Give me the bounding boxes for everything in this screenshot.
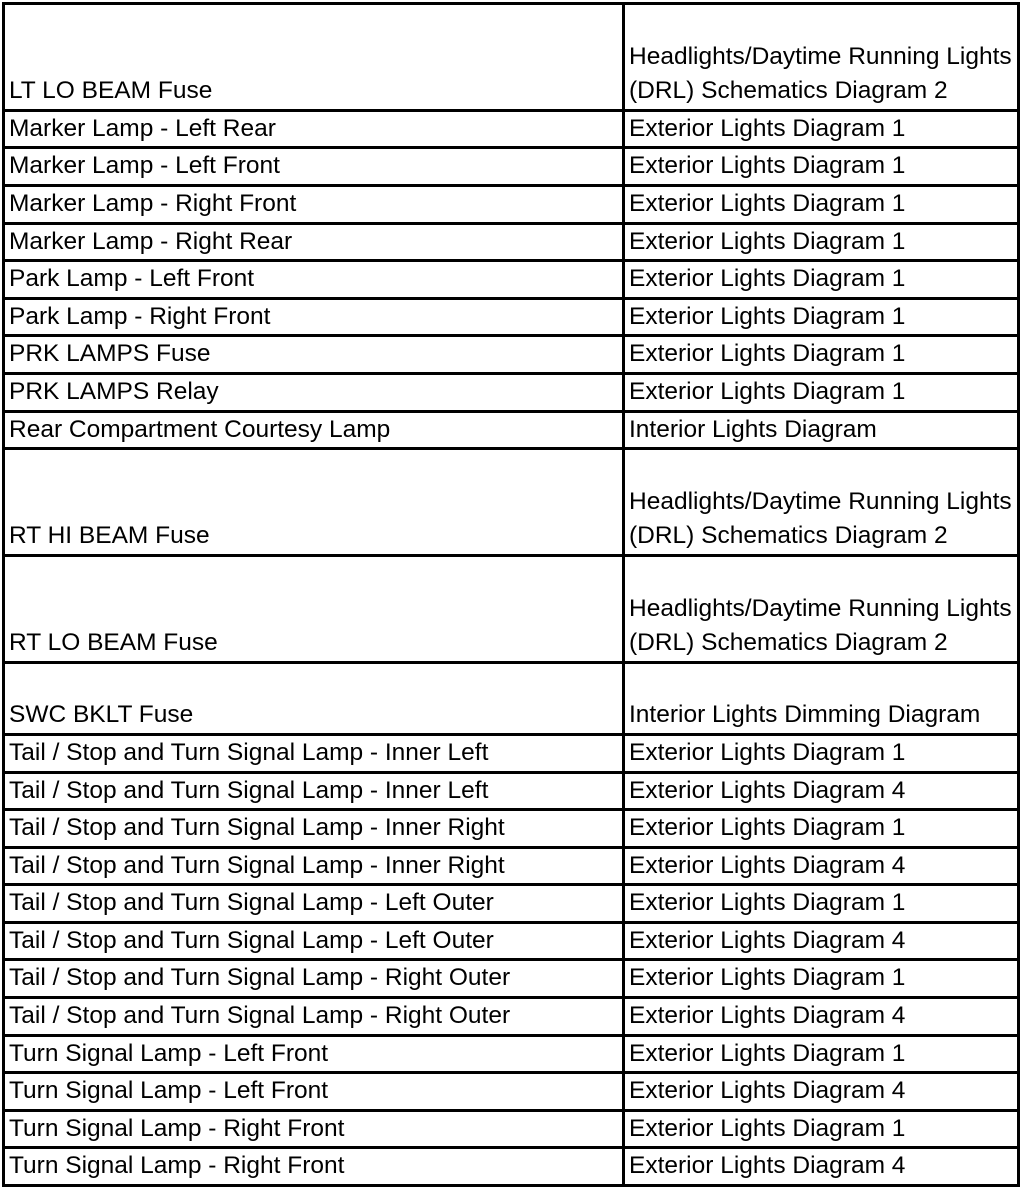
component-cell: SWC BKLT Fuse: [4, 662, 624, 734]
diagram-cell: Exterior Lights Diagram 4: [624, 772, 1019, 810]
table-row: [4, 261, 1019, 299]
component-cell: Turn Signal Lamp - Left Front: [4, 1035, 624, 1073]
table-row: [4, 960, 1019, 998]
diagram-cell: Headlights/Daytime Running Lights (DRL) Schematics Diagram 2: [624, 449, 1019, 556]
component-cell: PRK LAMPS Fuse: [4, 336, 624, 374]
diagram-cell: Interior Lights Dimming Diagram: [624, 662, 1019, 734]
component-cell: Tail / Stop and Turn Signal Lamp - Left Outer: [4, 885, 624, 923]
component-cell: Tail / Stop and Turn Signal Lamp - Inner Left: [4, 734, 624, 772]
diagram-cell: Exterior Lights Diagram 1: [624, 110, 1019, 148]
diagram-cell: Exterior Lights Diagram 4: [624, 847, 1019, 885]
table-row: [4, 555, 1019, 662]
component-cell: Tail / Stop and Turn Signal Lamp - Right Outer: [4, 960, 624, 998]
table-row: [4, 1073, 1019, 1111]
component-cell: PRK LAMPS Relay: [4, 373, 624, 411]
diagram-cell: Exterior Lights Diagram 1: [624, 734, 1019, 772]
table-row: [4, 449, 1019, 556]
component-cell: Tail / Stop and Turn Signal Lamp - Inner Right: [4, 810, 624, 848]
table-row: [4, 4, 1019, 111]
component-cell: Turn Signal Lamp - Left Front: [4, 1073, 624, 1111]
diagram-cell: Exterior Lights Diagram 1: [624, 960, 1019, 998]
table-row: [4, 847, 1019, 885]
table-row: [4, 298, 1019, 336]
component-cell: Tail / Stop and Turn Signal Lamp - Inner Left: [4, 772, 624, 810]
component-cell: Park Lamp - Left Front: [4, 261, 624, 299]
diagram-cell: Exterior Lights Diagram 4: [624, 1073, 1019, 1111]
diagram-cell: Interior Lights Diagram: [624, 411, 1019, 449]
table-row: [4, 662, 1019, 734]
diagram-cell: Exterior Lights Diagram 1: [624, 810, 1019, 848]
table-row: [4, 772, 1019, 810]
table-row: [4, 998, 1019, 1036]
diagram-cell: Exterior Lights Diagram 1: [624, 373, 1019, 411]
diagram-cell: Exterior Lights Diagram 1: [624, 1035, 1019, 1073]
table-row: [4, 1035, 1019, 1073]
diagram-cell: Exterior Lights Diagram 4: [624, 1148, 1019, 1186]
diagram-cell: Headlights/Daytime Running Lights (DRL) Schematics Diagram 2: [624, 4, 1019, 111]
diagram-cell: Headlights/Daytime Running Lights (DRL) Schematics Diagram 2: [624, 555, 1019, 662]
component-cell: Tail / Stop and Turn Signal Lamp - Left Outer: [4, 922, 624, 960]
component-cell: Marker Lamp - Left Front: [4, 148, 624, 186]
component-diagram-table: [2, 2, 1020, 1187]
table-row: [4, 922, 1019, 960]
component-cell: Marker Lamp - Right Rear: [4, 223, 624, 261]
diagram-cell: Exterior Lights Diagram 1: [624, 336, 1019, 374]
diagram-cell: Exterior Lights Diagram 1: [624, 298, 1019, 336]
component-cell: RT HI BEAM Fuse: [4, 449, 624, 556]
table-row: [4, 223, 1019, 261]
component-cell: Rear Compartment Courtesy Lamp: [4, 411, 624, 449]
table-row: [4, 411, 1019, 449]
table-row: [4, 1110, 1019, 1148]
table-row: [4, 810, 1019, 848]
diagram-cell: Exterior Lights Diagram 1: [624, 885, 1019, 923]
component-cell: Marker Lamp - Left Rear: [4, 110, 624, 148]
component-cell: Park Lamp - Right Front: [4, 298, 624, 336]
component-cell: LT LO BEAM Fuse: [4, 4, 624, 111]
table-row: [4, 734, 1019, 772]
component-cell: Tail / Stop and Turn Signal Lamp - Inner Right: [4, 847, 624, 885]
table-row: [4, 110, 1019, 148]
table-row: [4, 373, 1019, 411]
diagram-cell: Exterior Lights Diagram 1: [624, 1110, 1019, 1148]
component-cell: Turn Signal Lamp - Right Front: [4, 1148, 624, 1186]
diagram-cell: Exterior Lights Diagram 1: [624, 148, 1019, 186]
component-cell: Marker Lamp - Right Front: [4, 185, 624, 223]
table-row: [4, 885, 1019, 923]
component-cell: Turn Signal Lamp - Right Front: [4, 1110, 624, 1148]
table-row: [4, 185, 1019, 223]
diagram-cell: Exterior Lights Diagram 1: [624, 185, 1019, 223]
diagram-cell: Exterior Lights Diagram 1: [624, 261, 1019, 299]
table-row: [4, 148, 1019, 186]
component-cell: RT LO BEAM Fuse: [4, 555, 624, 662]
diagram-cell: Exterior Lights Diagram 4: [624, 998, 1019, 1036]
diagram-cell: Exterior Lights Diagram 1: [624, 223, 1019, 261]
table-row: [4, 336, 1019, 374]
table-body: [4, 4, 1019, 1186]
component-cell: Tail / Stop and Turn Signal Lamp - Right Outer: [4, 998, 624, 1036]
diagram-cell: Exterior Lights Diagram 4: [624, 922, 1019, 960]
table-row: [4, 1148, 1019, 1186]
